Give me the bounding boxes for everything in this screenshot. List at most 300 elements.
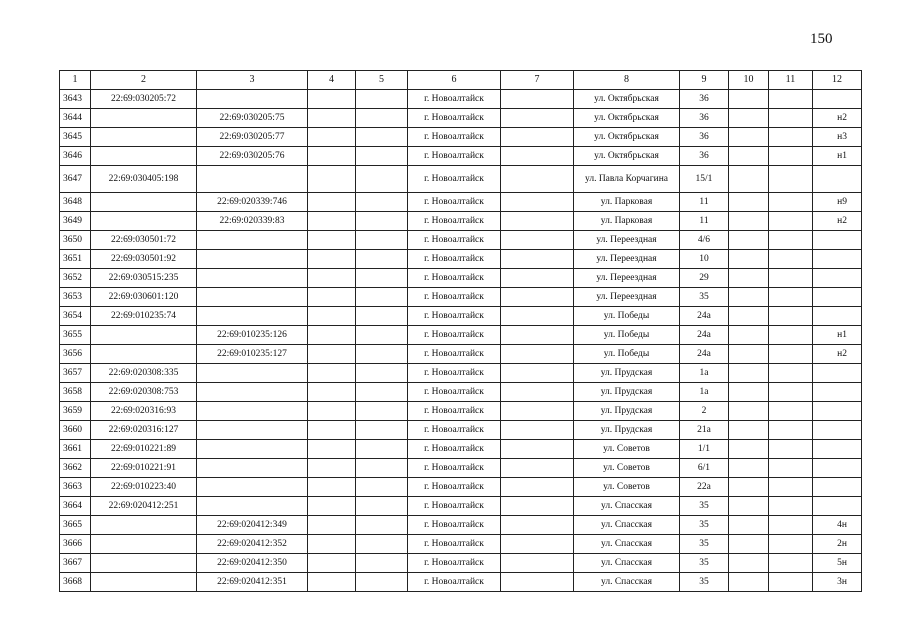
empty-cell (769, 250, 813, 269)
empty-cell (356, 554, 408, 573)
house-number-cell: 35 (680, 554, 729, 573)
house-number-cell: 36 (680, 128, 729, 147)
empty-cell (308, 383, 356, 402)
row-number-cell: 3666 (60, 535, 91, 554)
table-row (60, 554, 862, 573)
empty-cell (729, 554, 769, 573)
street-cell: ул. Парковая (574, 212, 680, 231)
empty-cell (501, 269, 574, 288)
empty-cell (308, 421, 356, 440)
empty-cell (501, 459, 574, 478)
city-cell: г. Новоалтайск (408, 250, 501, 269)
table-row (60, 269, 862, 288)
empty-cell (769, 212, 813, 231)
table-row (60, 147, 862, 166)
house-number-cell: 35 (680, 535, 729, 554)
city-cell: г. Новоалтайск (408, 383, 501, 402)
header-cell: 1 (60, 71, 91, 90)
empty-cell (308, 497, 356, 516)
empty-cell (729, 364, 769, 383)
premise-cell (813, 288, 862, 307)
empty-cell (308, 345, 356, 364)
empty-cell (729, 250, 769, 269)
street-cell: ул. Переездная (574, 269, 680, 288)
empty-cell (501, 516, 574, 535)
premise-cell (813, 459, 862, 478)
empty-cell (769, 364, 813, 383)
empty-cell (769, 573, 813, 592)
premise-cell (813, 231, 862, 250)
cadastral-number-cell (91, 128, 197, 147)
empty-cell (501, 497, 574, 516)
empty-cell (356, 288, 408, 307)
row-number-cell: 3655 (60, 326, 91, 345)
empty-cell (356, 364, 408, 383)
empty-cell (356, 90, 408, 109)
empty-cell (769, 497, 813, 516)
cadastral-number-cell: 22:69:030405:198 (91, 166, 197, 193)
cadastral-number-cell (91, 345, 197, 364)
empty-cell (729, 421, 769, 440)
row-number-cell: 3658 (60, 383, 91, 402)
sub-cadastral-number-cell: 22:69:020339:83 (197, 212, 308, 231)
empty-cell (308, 326, 356, 345)
street-cell: ул. Октябрьская (574, 109, 680, 128)
city-cell: г. Новоалтайск (408, 345, 501, 364)
premise-cell: н2 (813, 212, 862, 231)
empty-cell (356, 307, 408, 326)
empty-cell (501, 250, 574, 269)
table-row (60, 383, 862, 402)
sub-cadastral-number-cell (197, 383, 308, 402)
premise-cell: н1 (813, 326, 862, 345)
row-number-cell: 3644 (60, 109, 91, 128)
empty-cell (356, 440, 408, 459)
row-number-cell: 3653 (60, 288, 91, 307)
cadastral-number-cell: 22:69:010221:89 (91, 440, 197, 459)
row-number-cell: 3650 (60, 231, 91, 250)
premise-cell (813, 478, 862, 497)
empty-cell (501, 212, 574, 231)
header-cell: 7 (501, 71, 574, 90)
empty-cell (769, 535, 813, 554)
sub-cadastral-number-cell (197, 478, 308, 497)
registry-table (59, 70, 862, 592)
cadastral-number-cell (91, 573, 197, 592)
table-row (60, 516, 862, 535)
sub-cadastral-number-cell (197, 497, 308, 516)
empty-cell (356, 109, 408, 128)
sub-cadastral-number-cell (197, 459, 308, 478)
table-row (60, 478, 862, 497)
row-number-cell: 3660 (60, 421, 91, 440)
table-row (60, 193, 862, 212)
city-cell: г. Новоалтайск (408, 459, 501, 478)
empty-cell (308, 307, 356, 326)
empty-cell (501, 383, 574, 402)
premise-cell (813, 421, 862, 440)
empty-cell (501, 478, 574, 497)
row-number-cell: 3652 (60, 269, 91, 288)
premise-cell: н3 (813, 128, 862, 147)
empty-cell (729, 231, 769, 250)
street-cell: ул. Октябрьская (574, 147, 680, 166)
empty-cell (356, 269, 408, 288)
premise-cell: н2 (813, 345, 862, 364)
premise-cell: н9 (813, 193, 862, 212)
street-cell: ул. Парковая (574, 193, 680, 212)
empty-cell (501, 109, 574, 128)
house-number-cell: 4/6 (680, 231, 729, 250)
city-cell: г. Новоалтайск (408, 554, 501, 573)
row-number-cell: 3668 (60, 573, 91, 592)
empty-cell (729, 326, 769, 345)
empty-cell (308, 269, 356, 288)
table-row (60, 109, 862, 128)
house-number-cell: 1а (680, 383, 729, 402)
city-cell: г. Новоалтайск (408, 402, 501, 421)
house-number-cell: 35 (680, 288, 729, 307)
empty-cell (356, 421, 408, 440)
empty-cell (729, 269, 769, 288)
empty-cell (501, 128, 574, 147)
cadastral-number-cell (91, 554, 197, 573)
row-number-cell: 3643 (60, 90, 91, 109)
empty-cell (356, 383, 408, 402)
table-row (60, 250, 862, 269)
sub-cadastral-number-cell: 22:69:020412:349 (197, 516, 308, 535)
city-cell: г. Новоалтайск (408, 364, 501, 383)
premise-cell (813, 90, 862, 109)
street-cell: ул. Советов (574, 459, 680, 478)
house-number-cell: 15/1 (680, 166, 729, 193)
street-cell: ул. Победы (574, 326, 680, 345)
street-cell: ул. Спасская (574, 535, 680, 554)
empty-cell (356, 402, 408, 421)
empty-cell (769, 288, 813, 307)
table-row (60, 307, 862, 326)
empty-cell (769, 326, 813, 345)
empty-cell (729, 128, 769, 147)
city-cell: г. Новоалтайск (408, 147, 501, 166)
header-cell: 8 (574, 71, 680, 90)
house-number-cell: 36 (680, 90, 729, 109)
city-cell: г. Новоалтайск (408, 535, 501, 554)
house-number-cell: 22а (680, 478, 729, 497)
city-cell: г. Новоалтайск (408, 109, 501, 128)
premise-cell (813, 250, 862, 269)
empty-cell (501, 231, 574, 250)
street-cell: ул. Прудская (574, 402, 680, 421)
header-cell: 6 (408, 71, 501, 90)
empty-cell (308, 90, 356, 109)
table-header-row (60, 71, 862, 90)
house-number-cell: 11 (680, 212, 729, 231)
empty-cell (308, 478, 356, 497)
table-row (60, 459, 862, 478)
empty-cell (769, 402, 813, 421)
page-number: 150 (810, 31, 833, 47)
house-number-cell: 36 (680, 147, 729, 166)
house-number-cell: 6/1 (680, 459, 729, 478)
row-number-cell: 3663 (60, 478, 91, 497)
cadastral-number-cell: 22:69:020308:335 (91, 364, 197, 383)
street-cell: ул. Переездная (574, 231, 680, 250)
empty-cell (729, 497, 769, 516)
header-cell: 12 (813, 71, 862, 90)
empty-cell (729, 459, 769, 478)
table-row (60, 212, 862, 231)
street-cell: ул. Октябрьская (574, 90, 680, 109)
empty-cell (356, 212, 408, 231)
house-number-cell: 24а (680, 345, 729, 364)
table-row (60, 402, 862, 421)
premise-cell: 2н (813, 535, 862, 554)
empty-cell (769, 554, 813, 573)
house-number-cell: 2 (680, 402, 729, 421)
premise-cell (813, 269, 862, 288)
row-number-cell: 3657 (60, 364, 91, 383)
empty-cell (729, 573, 769, 592)
empty-cell (356, 516, 408, 535)
empty-cell (501, 326, 574, 345)
cadastral-number-cell: 22:69:010223:40 (91, 478, 197, 497)
city-cell: г. Новоалтайск (408, 128, 501, 147)
premise-cell (813, 307, 862, 326)
empty-cell (769, 128, 813, 147)
empty-cell (308, 193, 356, 212)
row-number-cell: 3662 (60, 459, 91, 478)
empty-cell (729, 535, 769, 554)
empty-cell (501, 573, 574, 592)
empty-cell (729, 402, 769, 421)
empty-cell (729, 193, 769, 212)
cadastral-number-cell: 22:69:030601:120 (91, 288, 197, 307)
city-cell: г. Новоалтайск (408, 212, 501, 231)
empty-cell (308, 516, 356, 535)
city-cell: г. Новоалтайск (408, 573, 501, 592)
empty-cell (356, 345, 408, 364)
table-row (60, 231, 862, 250)
premise-cell: 3н (813, 573, 862, 592)
empty-cell (501, 307, 574, 326)
street-cell: ул. Победы (574, 345, 680, 364)
street-cell: ул. Павла Корчагина (574, 166, 680, 193)
cadastral-number-cell: 22:69:020308:753 (91, 383, 197, 402)
cadastral-number-cell: 22:69:020412:251 (91, 497, 197, 516)
city-cell: г. Новоалтайск (408, 193, 501, 212)
empty-cell (501, 90, 574, 109)
premise-cell (813, 402, 862, 421)
cadastral-number-cell: 22:69:020316:127 (91, 421, 197, 440)
sub-cadastral-number-cell: 22:69:020412:351 (197, 573, 308, 592)
row-number-cell: 3651 (60, 250, 91, 269)
row-number-cell: 3647 (60, 166, 91, 193)
street-cell: ул. Переездная (574, 250, 680, 269)
sub-cadastral-number-cell (197, 364, 308, 383)
empty-cell (729, 212, 769, 231)
cadastral-number-cell (91, 212, 197, 231)
sub-cadastral-number-cell: 22:69:030205:75 (197, 109, 308, 128)
empty-cell (356, 573, 408, 592)
empty-cell (356, 231, 408, 250)
sub-cadastral-number-cell (197, 166, 308, 193)
empty-cell (729, 478, 769, 497)
house-number-cell: 36 (680, 109, 729, 128)
sub-cadastral-number-cell (197, 402, 308, 421)
city-cell: г. Новоалтайск (408, 326, 501, 345)
house-number-cell: 24а (680, 326, 729, 345)
sub-cadastral-number-cell: 22:69:010235:126 (197, 326, 308, 345)
premise-cell: 4н (813, 516, 862, 535)
empty-cell (769, 421, 813, 440)
premise-cell (813, 383, 862, 402)
empty-cell (308, 166, 356, 193)
premise-cell: н2 (813, 109, 862, 128)
empty-cell (308, 288, 356, 307)
table-row (60, 497, 862, 516)
table-row (60, 166, 862, 193)
sub-cadastral-number-cell (197, 440, 308, 459)
premise-cell (813, 364, 862, 383)
cadastral-number-cell: 22:69:020316:93 (91, 402, 197, 421)
cadastral-number-cell (91, 326, 197, 345)
sub-cadastral-number-cell (197, 269, 308, 288)
premise-cell (813, 497, 862, 516)
table-body (60, 71, 862, 592)
city-cell: г. Новоалтайск (408, 269, 501, 288)
empty-cell (769, 231, 813, 250)
city-cell: г. Новоалтайск (408, 497, 501, 516)
cadastral-number-cell: 22:69:030501:72 (91, 231, 197, 250)
header-cell: 5 (356, 71, 408, 90)
sub-cadastral-number-cell: 22:69:030205:77 (197, 128, 308, 147)
header-cell: 4 (308, 71, 356, 90)
table-row (60, 128, 862, 147)
sub-cadastral-number-cell (197, 90, 308, 109)
row-number-cell: 3667 (60, 554, 91, 573)
empty-cell (729, 109, 769, 128)
empty-cell (769, 193, 813, 212)
street-cell: ул. Спасская (574, 554, 680, 573)
empty-cell (729, 147, 769, 166)
cadastral-number-cell: 22:69:010221:91 (91, 459, 197, 478)
sub-cadastral-number-cell (197, 307, 308, 326)
empty-cell (501, 402, 574, 421)
table-row (60, 440, 862, 459)
empty-cell (308, 402, 356, 421)
sub-cadastral-number-cell (197, 250, 308, 269)
empty-cell (356, 250, 408, 269)
empty-cell (308, 212, 356, 231)
empty-cell (769, 90, 813, 109)
empty-cell (769, 459, 813, 478)
header-cell: 2 (91, 71, 197, 90)
header-cell: 3 (197, 71, 308, 90)
empty-cell (308, 459, 356, 478)
house-number-cell: 11 (680, 193, 729, 212)
house-number-cell: 10 (680, 250, 729, 269)
street-cell: ул. Прудская (574, 364, 680, 383)
empty-cell (356, 497, 408, 516)
empty-cell (501, 421, 574, 440)
empty-cell (769, 269, 813, 288)
empty-cell (501, 554, 574, 573)
empty-cell (729, 383, 769, 402)
row-number-cell: 3648 (60, 193, 91, 212)
empty-cell (729, 166, 769, 193)
empty-cell (501, 147, 574, 166)
empty-cell (356, 478, 408, 497)
header-cell: 10 (729, 71, 769, 90)
city-cell: г. Новоалтайск (408, 478, 501, 497)
street-cell: ул. Спасская (574, 497, 680, 516)
street-cell: ул. Советов (574, 478, 680, 497)
city-cell: г. Новоалтайск (408, 90, 501, 109)
empty-cell (729, 307, 769, 326)
sub-cadastral-number-cell (197, 231, 308, 250)
cadastral-number-cell: 22:69:010235:74 (91, 307, 197, 326)
empty-cell (308, 554, 356, 573)
empty-cell (356, 128, 408, 147)
house-number-cell: 35 (680, 573, 729, 592)
house-number-cell: 35 (680, 497, 729, 516)
empty-cell (769, 383, 813, 402)
empty-cell (308, 440, 356, 459)
empty-cell (308, 364, 356, 383)
empty-cell (501, 288, 574, 307)
house-number-cell: 24а (680, 307, 729, 326)
row-number-cell: 3649 (60, 212, 91, 231)
street-cell: ул. Спасская (574, 573, 680, 592)
city-cell: г. Новоалтайск (408, 288, 501, 307)
city-cell: г. Новоалтайск (408, 307, 501, 326)
street-cell: ул. Советов (574, 440, 680, 459)
cadastral-number-cell (91, 535, 197, 554)
table-row (60, 90, 862, 109)
empty-cell (501, 364, 574, 383)
row-number-cell: 3659 (60, 402, 91, 421)
empty-cell (769, 440, 813, 459)
empty-cell (769, 147, 813, 166)
empty-cell (769, 478, 813, 497)
sub-cadastral-number-cell (197, 421, 308, 440)
house-number-cell: 35 (680, 516, 729, 535)
empty-cell (729, 440, 769, 459)
empty-cell (769, 516, 813, 535)
empty-cell (356, 166, 408, 193)
cadastral-number-cell: 22:69:030205:72 (91, 90, 197, 109)
premise-cell: н1 (813, 147, 862, 166)
table-row (60, 364, 862, 383)
empty-cell (356, 147, 408, 166)
house-number-cell: 1а (680, 364, 729, 383)
empty-cell (769, 109, 813, 128)
empty-cell (769, 345, 813, 364)
table-row (60, 535, 862, 554)
row-number-cell: 3646 (60, 147, 91, 166)
empty-cell (356, 193, 408, 212)
row-number-cell: 3664 (60, 497, 91, 516)
premise-cell: 5н (813, 554, 862, 573)
premise-cell (813, 166, 862, 193)
sub-cadastral-number-cell: 22:69:020412:352 (197, 535, 308, 554)
sub-cadastral-number-cell: 22:69:020339:746 (197, 193, 308, 212)
table-row (60, 345, 862, 364)
table-row (60, 288, 862, 307)
premise-cell (813, 440, 862, 459)
header-cell: 9 (680, 71, 729, 90)
